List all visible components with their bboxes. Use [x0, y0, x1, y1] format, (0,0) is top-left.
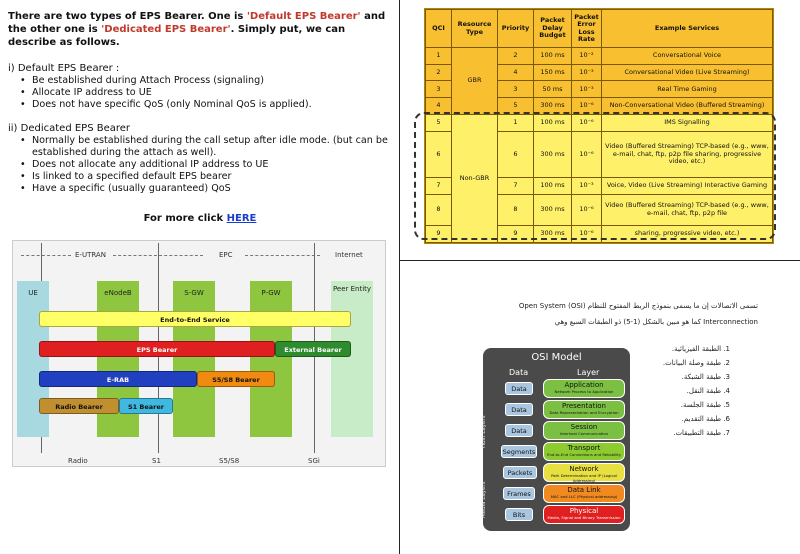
list-item: 6. طبقة التقديم. — [681, 415, 730, 423]
osi-data-unit: Frames — [503, 487, 535, 500]
osi-layer-header: Layer — [577, 368, 600, 377]
media-layers-label: Media Layers — [481, 481, 487, 518]
list-item: • Be established during Attach Process (signaling) — [8, 75, 392, 87]
table-row: 6 6 300 ms 10⁻⁶ Video (Buffered Streaming) TCP-based (e.g., www, e-mail, chat, ftp, p2p file sharing, progressive video, etc.) — [426, 131, 773, 177]
table-row: 9 9 300 ms 10⁻⁶ sharing, progressive video, etc.) — [426, 226, 773, 243]
table-row: 8 8 300 ms 10⁻⁶ Video (Buffered Streaming) TCP-based (e.g., www, e-mail, chat, ftp, p2p file — [426, 194, 773, 226]
enodeb-node: eNodeB — [97, 281, 139, 437]
osi-layer-data-link: Data Link MAC and LLC (Physical addressing) — [543, 484, 625, 503]
list-item: • Does not have specific QoS (only Nominal QoS is applied). — [8, 99, 392, 111]
table-header-row — [426, 10, 773, 48]
header-example-services: Example Services — [602, 10, 773, 48]
dedicated-bearer-title: ii) Dedicated EPS Bearer — [8, 123, 131, 134]
arabic-intro-line-2: Interconnection كما هو مبين بالشكل (1-5) ذو الطبقات السبع وهي — [554, 318, 758, 326]
list-item: 5. طبقة الجلسة. — [680, 401, 730, 409]
osi-data-header: Data — [509, 368, 529, 377]
dedicated-bearer-term: 'Dedicated EPS Bearer' — [101, 24, 231, 35]
eps-bearer-bar: EPS Bearer — [39, 341, 275, 357]
list-item: 3. طبقة الشبكة. — [681, 373, 730, 381]
header-resource-type: Resource Type — [452, 10, 498, 48]
default-bearer-section — [8, 62, 392, 111]
list-item: 4. طبقة النقل. — [686, 387, 730, 395]
sgi-interface-label: SGi — [308, 457, 320, 465]
epc-label: EPC — [219, 251, 233, 259]
osi-layer-physical: Physical Media, Signal and Binary Transmission — [543, 505, 625, 524]
table-row: 2 4 150 ms 10⁻³ Conversational Video (Live Streaming) — [426, 64, 773, 81]
more-link-line: For more click HERE — [143, 213, 257, 224]
s5-s8-bearer-bar: S5/S8 Bearer — [197, 371, 275, 387]
list-item: • Normally be established during the call setup after idle mode. (but can be established during the attach as well). — [8, 135, 392, 159]
osi-model-diagram — [483, 348, 630, 531]
eutran-span-line — [21, 255, 71, 256]
header-qci: QCI — [426, 10, 452, 48]
s5s8-interface-label: S5/S8 — [219, 457, 240, 465]
sgw-node: S-GW — [173, 281, 215, 437]
osi-data-unit: Data — [505, 424, 533, 437]
default-bearer-title: i) Default EPS Bearer : — [8, 63, 120, 74]
list-item: • Is linked to a specified default EPS bearer — [8, 171, 392, 183]
external-bearer-bar: External Bearer — [275, 341, 351, 357]
right-divider — [400, 260, 800, 261]
s1-bearer-bar: S1 Bearer — [119, 398, 173, 414]
arabic-layer-list — [663, 342, 730, 440]
osi-data-unit: Data — [505, 382, 533, 395]
list-item: • Allocate IP address to UE — [8, 87, 392, 99]
header-loss-rate: Packet Error Loss Rate — [572, 10, 602, 48]
list-item: 2. طبقة وصلة البيانات. — [662, 359, 730, 367]
ue-node: UE — [17, 281, 49, 437]
here-link[interactable]: HERE — [226, 213, 257, 224]
pgw-node: P-GW — [250, 281, 292, 437]
osi-data-unit: Bits — [505, 508, 533, 521]
list-item: • Does not allocate any additional IP address to UE — [8, 159, 392, 171]
osi-title: OSI Model — [531, 352, 582, 363]
table-row: 7 7 100 ms 10⁻³ Voice, Video (Live Streaming) Interactive Gaming — [426, 177, 773, 194]
s1-interface-label: S1 — [152, 457, 161, 465]
internet-label: Internet — [335, 251, 363, 259]
intro-paragraph: There are two types of EPS Bearer. One is 'Default EPS Bearer' and the other one is 'Dedicated EPS Bearer'. Simply put, we can describe as follows. — [8, 11, 386, 48]
osi-layer-transport: Transport End-to-End Connections and Reliability — [543, 442, 625, 461]
radio-interface-label: Radio — [68, 457, 88, 465]
osi-layer-presentation: Presentation Data Representation and Encryption — [543, 400, 625, 419]
dedicated-bearer-section — [8, 122, 392, 195]
eps-bearer-diagram — [12, 240, 386, 467]
table-row: 1 GBR 2 100 ms 10⁻² Conversational Voice — [426, 48, 773, 65]
radio-bearer-bar: Radio Bearer — [39, 398, 119, 414]
osi-layer-network: Network Path Determination and IP (Logical Addressing) — [543, 463, 625, 482]
gbr-cell: GBR — [452, 48, 498, 115]
table-row: 4 5 300 ms 10⁻⁶ Non-Conversational Video (Buffered Streaming) — [426, 98, 773, 115]
osi-data-unit: Packets — [503, 466, 537, 479]
list-item: 1. الطبقة الفيزيائية. — [671, 345, 730, 353]
peer-entity-node: Peer Entity — [331, 281, 373, 437]
host-layers-label: Host Layers — [481, 415, 487, 448]
e-rab-bar: E-RAB — [39, 371, 197, 387]
arabic-intro-line-1: تسمى الاتصالات إن ما يسمى بنموذج الربط المفتوح للنظام (OSI) Open System — [518, 302, 758, 310]
header-priority: Priority — [498, 10, 534, 48]
list-item: • Have a specific (usually guaranteed) QoS — [8, 183, 392, 195]
osi-layer-session: Session Interhost Communication — [543, 421, 625, 440]
list-item: 7. طبقة التطبيقات. — [673, 429, 730, 437]
non-gbr-cell: Non-GBR — [452, 114, 498, 242]
osi-data-unit: Data — [505, 403, 533, 416]
table-row: 3 3 50 ms 10⁻³ Real Time Gaming — [426, 81, 773, 98]
header-delay-budget: Packet Delay Budget — [534, 10, 572, 48]
table-row: 5 Non-GBR 1 100 ms 10⁻⁶ IMS Signalling — [426, 114, 773, 131]
osi-layer-application: Application Network Process to Application — [543, 379, 625, 398]
osi-data-unit: Segments — [501, 445, 537, 458]
default-bearer-term: 'Default EPS Bearer' — [246, 11, 361, 22]
end-to-end-service-bar: End-to-End Service — [39, 311, 351, 327]
epc-span-line-right — [245, 255, 320, 256]
eutran-label: E-UTRAN — [75, 251, 106, 259]
qci-table — [424, 8, 774, 244]
